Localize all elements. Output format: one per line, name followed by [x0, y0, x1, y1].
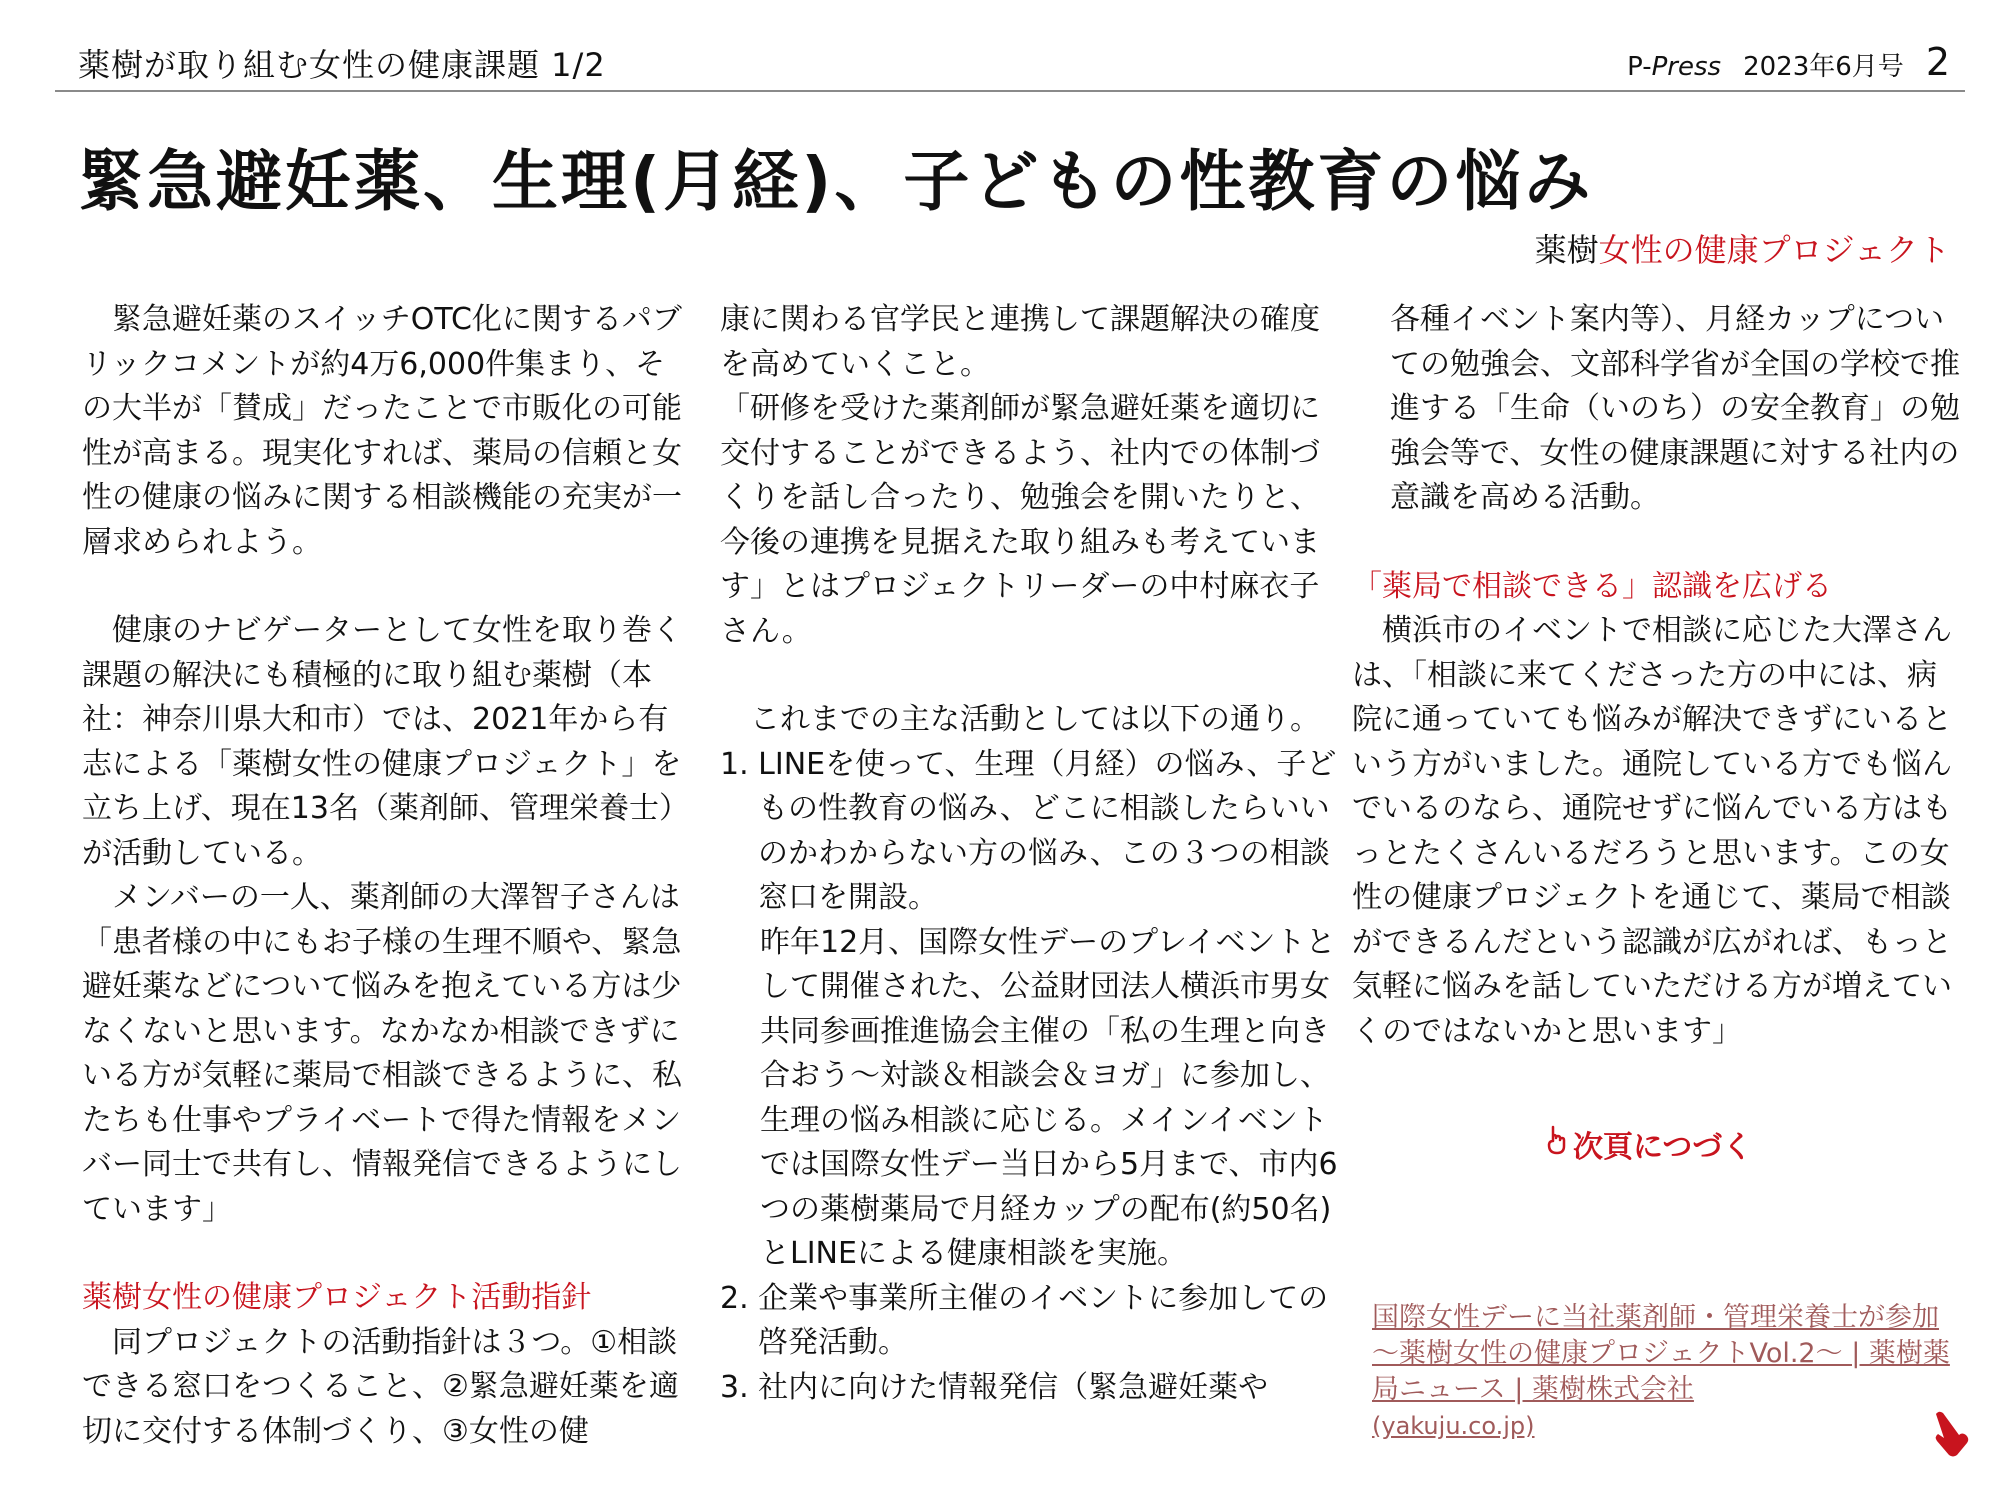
page-number: 2: [1925, 40, 1950, 84]
project-byline: 薬樹女性の健康プロジェクト: [1534, 231, 1950, 269]
list-item: 2. 企業や事業所主催のイベントに参加しての啓発活動。: [720, 1280, 1329, 1360]
header-divider: [55, 90, 1965, 92]
list-item: 1. LINEを使って、生理（月経）の悩み、子どもの性教育の悩み、どこに相談したらいいのかわからない方の悩み、この３つの相談窓口を開設。: [720, 746, 1337, 915]
section-subheading: 薬樹女性の健康プロジェクト活動指針: [82, 1280, 592, 1315]
issue-date: 2023年6月号: [1743, 52, 1904, 82]
link-source[interactable]: (yakuju.co.jp): [1372, 1412, 1535, 1440]
article-column-3: [1352, 298, 1962, 1054]
paragraph: 横浜市のイベントで相談に応じた大澤さんは、「相談に来てくださった方の中には、病院に通っていても悩みが解決できずにいるという方がいました。通院している方でも悩んでいるのなら、通院せずに悩んでいる方はもっとたくさんいるだろうと思います。この女性の健康プロジェクトを通じて、薬局で相談ができるんだという認識が広がれば、もっと気軽に悩みを話していただける方が増えていくのではないかと思います」: [1352, 613, 1952, 1049]
pointing-hand-icon: [1545, 1125, 1567, 1163]
pointing-hand-icon: [1930, 1408, 1974, 1462]
list-item-continuation: 各種イベント案内等）、月経カップについての勉強会、文部科学省が全国の学校で推進する「生命（いのち）の安全教育」の勉強会等で、女性の健康課題に対する社内の意識を高める活動。: [1390, 302, 1960, 515]
paragraph: 「研修を受けた薬剤師が緊急避妊薬を適切に交付することができるよう、社内での体制づくりを話し合ったり、勉強会を開いたりと、今後の連携を見据えた取り組みも考えています」とはプロジェクトリーダーの中村麻衣子さん。: [720, 391, 1320, 649]
paragraph: メンバーの一人、薬剤師の大澤智子さんは「患者様の中にもお子様の生理不順や、緊急避妊薬などについて悩みを抱えている方は少なくないと思います。なかなか相談できずにいる方が気軽に薬局で相談できるように、私たちも仕事やプライベートで得た情報をメンバー同士で共有し、情報発信できるようにしています」: [82, 880, 682, 1227]
article-column-1: [82, 298, 682, 1454]
paragraph: 健康のナビゲーターとして女性を取り巻く課題の解決にも積極的に取り組む薬樹（本社：神奈川県大和市）では、2021年から有志による「薬樹女性の健康プロジェクト」を立ち上げ、現在13名（薬剤師、管理栄養士）が活動している。: [82, 613, 682, 871]
article-column-2: [720, 298, 1340, 1410]
related-article-link[interactable]: 国際女性デーに当社薬剤師・管理栄養士が参加～薬樹女性の健康プロジェクトVol.2～ | 薬樹薬局ニュース | 薬樹株式会社 (yakuju.co.jp): [1372, 1302, 1950, 1440]
article-headline: 緊急避妊薬、生理(月経)、子どもの性教育の悩み: [78, 143, 1594, 220]
running-header-title: 薬樹が取り組む女性の健康課題 1/2: [78, 46, 606, 84]
issue-info: [1627, 40, 1950, 84]
continued-next-page: 次頁につづく: [1545, 1122, 1752, 1166]
paragraph: これまでの主な活動としては以下の通り。: [750, 702, 1320, 737]
paragraph: 康に関わる官学民と連携して課題解決の確度を高めていくこと。: [720, 302, 1320, 382]
list-item-continuation: 昨年12月、国際女性デーのプレイベントとして開催された、公益財団法人横浜市男女共同参画推進協会主催の「私の生理と向き合おう～対談＆相談会＆ヨガ」に参加し、生理の悩み相談に応じる。メインイベントでは国際女性デー当日から5月まで、市内6つの薬樹薬局で月経カップの配布(約50名)とLINEによる健康相談を実施。: [760, 924, 1338, 1271]
list-item: 3. 社内に向けた情報発信（緊急避妊薬や: [720, 1369, 1269, 1405]
paragraph: 同プロジェクトの活動指針は３つ。①相談できる窓口をつくること、②緊急避妊薬を適切に交付する体制づくり、③女性の健: [82, 1324, 679, 1449]
publication-name: P-Press: [1627, 52, 1722, 82]
section-subheading: 「薬局で相談できる」認識を広げる: [1352, 568, 1832, 604]
paragraph: 緊急避妊薬のスイッチOTC化に関するパブリックコメントが約4万6,000件集まり、その大半が「賛成」だったことで市販化の可能性が高まる。現実化すれば、薬局の信頼と女性の健康の悩みに関する相談機能の充実が一層求められよう。: [82, 302, 682, 560]
